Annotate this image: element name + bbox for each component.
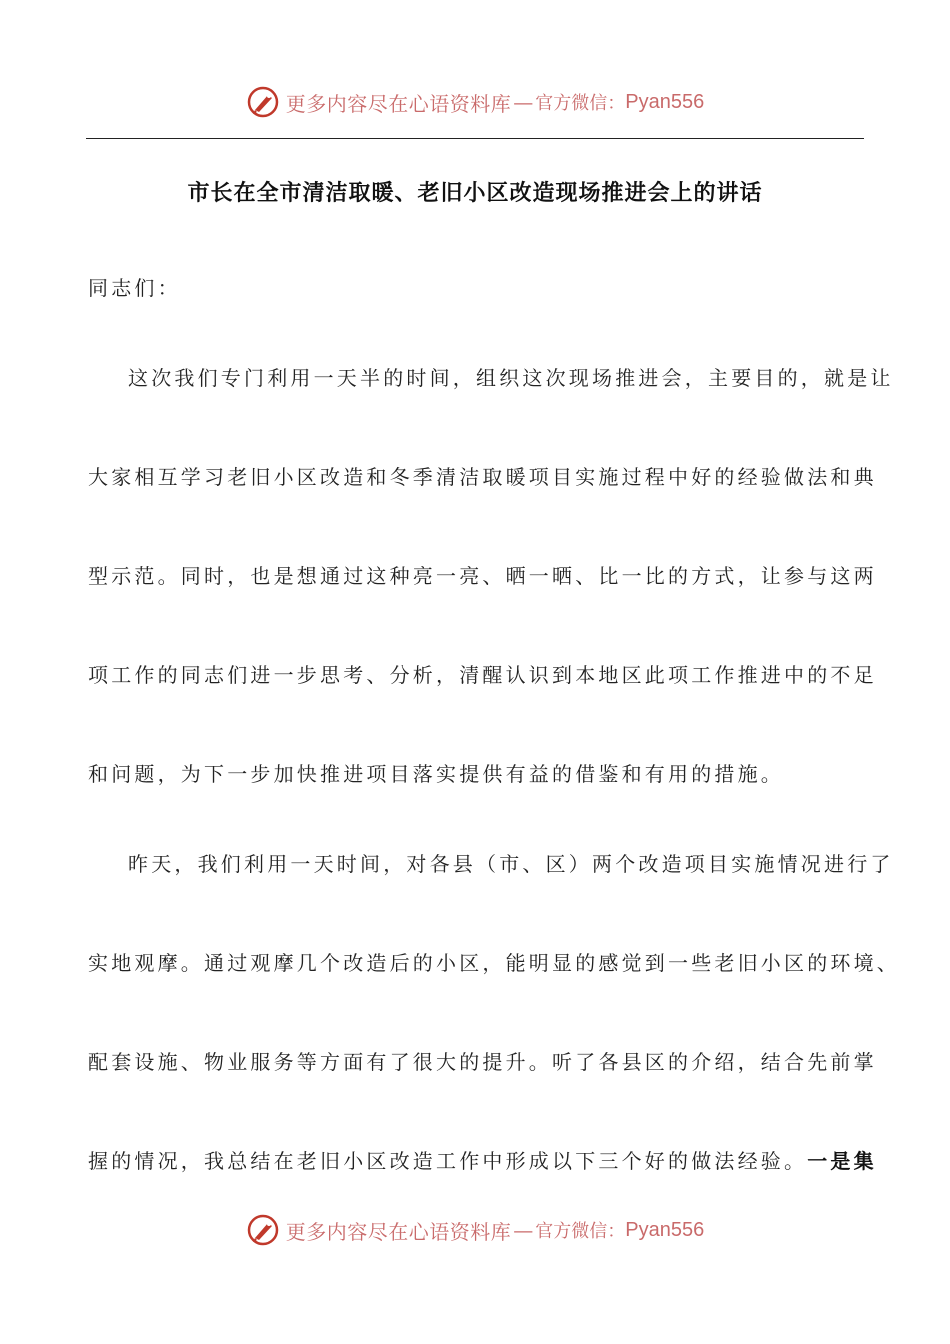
paragraph-line: 项工作的同志们进一步思考、分析，清醒认识到本地区此项工作推进中的不足 — [88, 663, 877, 687]
wechat-id: Pyan556 — [625, 90, 705, 113]
header-banner — [0, 80, 950, 124]
paragraph-line: 和问题，为下一步加快推进项目落实提供有益的借鉴和有用的措施。 — [88, 762, 784, 786]
paragraph-line: 这次我们专门利用一天半的时间，组织这次现场推进会，主要目的，就是让 — [128, 366, 894, 390]
header-rule — [86, 138, 864, 139]
salutation: 同志们： — [88, 276, 181, 300]
paragraph-line: 实地观摩。通过观摩几个改造后的小区，能明显的感觉到一些老旧小区的环境、 — [88, 951, 900, 975]
banner-text: 更多内容尽在心语资料库 — [285, 1219, 512, 1244]
document-title: 市长在全市清洁取暖、老旧小区改造现场推进会上的讲话 — [187, 181, 763, 206]
paragraph-line: 昨天，我们利用一天时间，对各县（市、区）两个改造项目实施情况进行了 — [128, 852, 894, 876]
paragraph-text: 握的情况，我总结在老旧小区改造工作中形成以下三个好的做法经验。 — [88, 1149, 808, 1173]
wechat-label: 官方微信： — [535, 1221, 626, 1242]
wechat-id: Pyan556 — [625, 1218, 705, 1241]
banner-separator: — — [513, 1218, 534, 1242]
pen-nib-logo-icon — [246, 1213, 280, 1247]
paragraph-line: 大家相互学习老旧小区改造和冬季清洁取暖项目实施过程中好的经验做法和典 — [88, 465, 877, 489]
paragraph-line: 型示范。同时，也是想通过这种亮一亮、晒一晒、比一比的方式，让参与这两 — [88, 564, 877, 588]
paragraph-line: 配套设施、物业服务等方面有了很大的提升。听了各县区的介绍，结合先前掌 — [88, 1050, 877, 1074]
bold-lead-text: 一是集 — [807, 1149, 877, 1173]
pen-nib-logo-icon — [246, 85, 280, 119]
wechat-label: 官方微信： — [535, 93, 626, 114]
banner-separator: — — [513, 90, 534, 114]
banner-text: 更多内容尽在心语资料库 — [285, 91, 512, 116]
footer-banner — [0, 1208, 950, 1252]
paragraph-line — [88, 1145, 877, 1174]
